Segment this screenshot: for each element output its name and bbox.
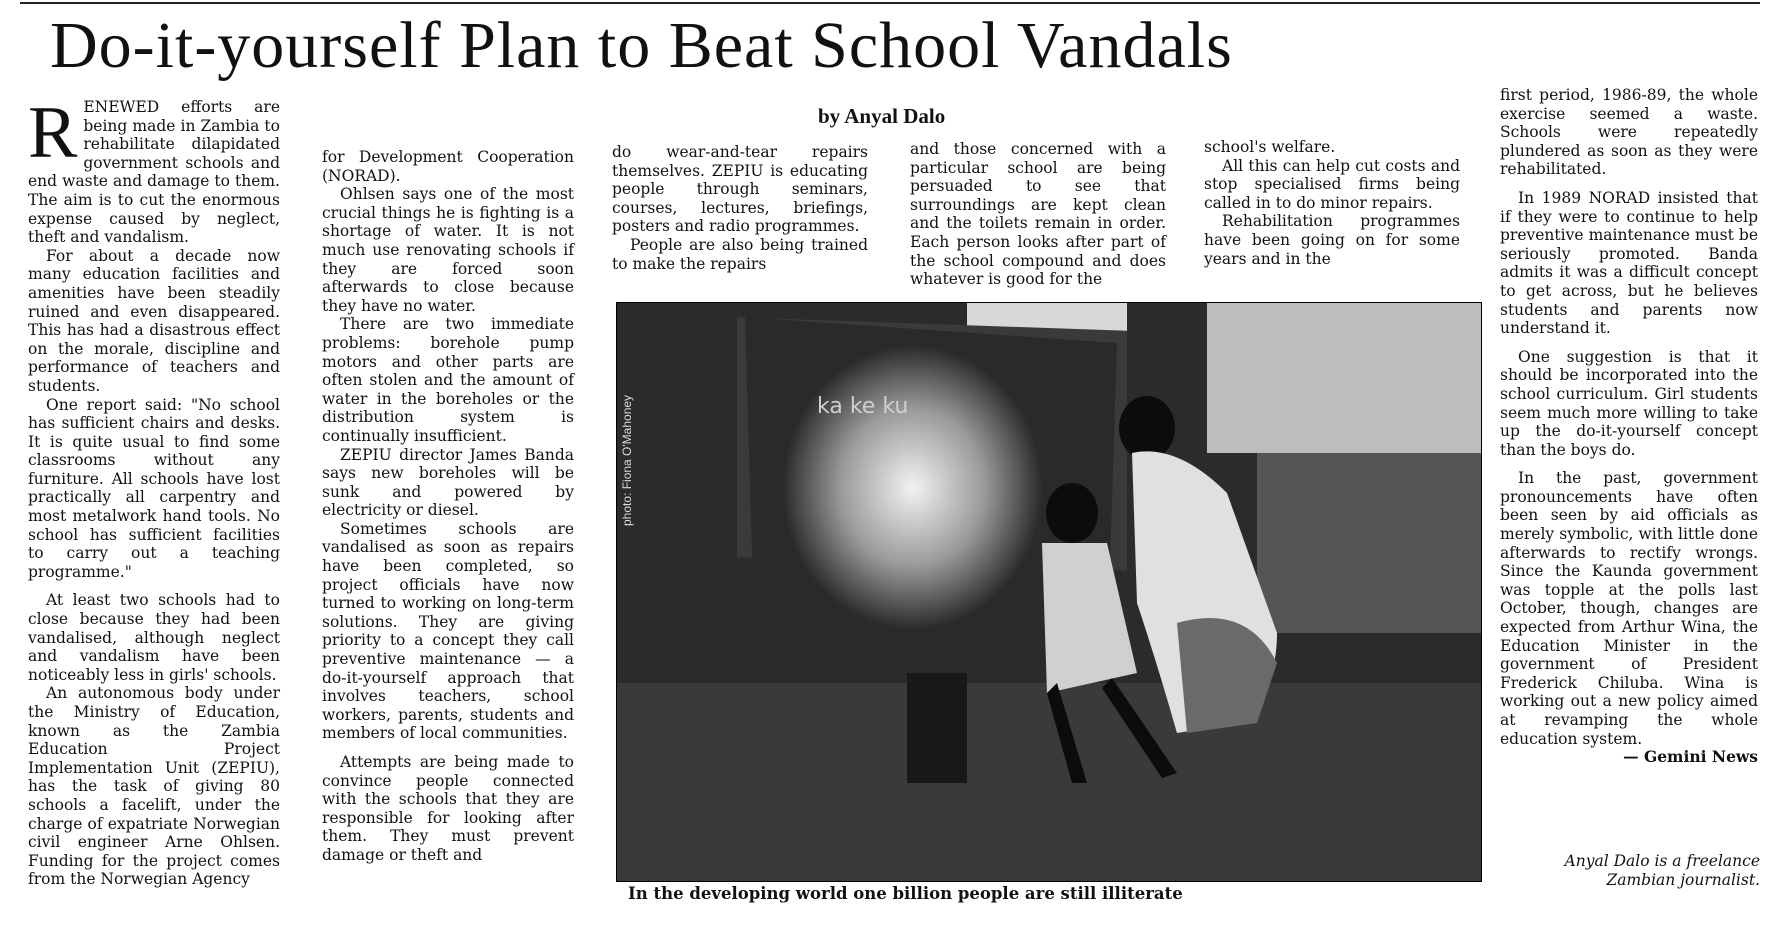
photo-credit-text: photo: Fiona O'Mahoney xyxy=(620,394,634,526)
paragraph: There are two immediate problems: borehole pump motors and other parts are often stolen and the amount of water in the boreholes or the distribution system is continually insufficient. xyxy=(322,315,574,445)
column-1 xyxy=(28,92,280,889)
paragraph: Ohlsen says one of the most crucial things he is fighting is a shortage of water. It is not much use renovating schools if they are forced soon afterwards to close because they have no water. xyxy=(322,185,574,315)
paragraph: Rehabilitation programmes have been going on for some years and in the xyxy=(1204,212,1460,268)
column-3 xyxy=(612,143,868,273)
paragraph: first period, 1986-89, the whole exercise seemed a waste. Schools were repeatedly plundered as soon as they were rehabilitated. xyxy=(1500,86,1758,179)
back-wall xyxy=(1207,303,1481,453)
classroom-photo xyxy=(616,302,1482,882)
paragraph: All this can help cut costs and stop specialised firms being called in to do minor repairs. xyxy=(1204,156,1460,212)
column-4 xyxy=(910,140,1166,289)
paragraph: Sometimes schools are vandalised as soon as repairs have been completed, so project officials have now turned to working on long-term solutions. They are giving priority to a concept they call preventive maintenance — a do-it-yourself approach that involves teachers, school workers, parents, students and members of local communities. xyxy=(322,519,574,743)
paragraph: One report said: "No school has sufficient chairs and desks. It is quite usual to find some classrooms without any furniture. All schools have lost practically all carpentry and most metalwork hand tools. No school has sufficient facilities to carry out a teaching programme." xyxy=(28,395,280,581)
paragraph: At least two schools had to close because they had been vandalised, although neglect and vandalism have been noticeably less in girls' schools. xyxy=(28,591,280,684)
column-2 xyxy=(322,148,574,865)
paragraph: An autonomous body under the Ministry of Education, known as the Zambia Education Project Implementation Unit (ZEPIU), has the task of giving 80 schools a facelift, under the charge of expatriate Norwegian civil engineer Arne Ohlsen. Funding for the project comes from the Norwegian Agency xyxy=(28,684,280,889)
paragraph: Attempts are being made to convince people connected with the schools that they are responsible for looking after them. They must prevent damage or theft and xyxy=(322,753,574,864)
headline: Do-it-yourself Plan to Beat School Vandals xyxy=(50,9,1233,82)
paragraph: and those concerned with a particular school are being persuaded to see that surroundings are kept clean and the toilets remain in order. Each person looks after part of the school compound and does whatever is good for the xyxy=(910,140,1166,289)
photo-illustration xyxy=(617,303,1481,881)
paragraph: do wear-and-tear repairs themselves. ZEPIU is educating people through seminars, courses, lectures, briefings, posters and radio programmes. xyxy=(612,143,868,236)
paragraph: ZEPIU director James Banda says new boreholes will be sunk and powered by electricity or diesel. xyxy=(322,445,574,520)
paragraph: In the past, government pronouncements have often been seen by aid officials as merely symbolic, with little done afterwards to rectify wrongs. Since the Kaunda government was topple at the polls last October, though, changes are expected from Arthur Wina, the Education Minister in the government of President Frederick Chiluba. Wina is working out a new policy aimed at revamping the whole education system. xyxy=(1500,469,1758,748)
column-5 xyxy=(1204,138,1460,268)
top-rule xyxy=(20,2,1760,4)
photo-caption: In the developing world one billion people are still illiterate xyxy=(628,884,1183,903)
teacher-head xyxy=(1119,396,1175,460)
back-room xyxy=(1257,453,1481,633)
paragraph: One suggestion is that it should be incorporated into the school curriculum. Girl students seem much more willing to take up the do-it-yourself concept than the boys do. xyxy=(1500,347,1758,459)
author-note: Anyal Dalo is a freelance Zambian journalist. xyxy=(1564,852,1760,889)
floor xyxy=(617,683,1481,881)
child-head xyxy=(1046,483,1098,543)
chalk-writing: ka ke ku xyxy=(817,394,909,419)
paragraph: for Development Cooperation (NORAD). xyxy=(322,148,574,185)
column-6 xyxy=(1500,86,1758,767)
paragraph: For about a decade now many education facilities and amenities have been steadily ruined and even disappeared. This has had a disastrous effect on the morale, discipline and performance of teachers and students. xyxy=(28,246,280,395)
paragraph: school's welfare. xyxy=(1204,138,1336,156)
drop-cap: R xyxy=(28,92,78,174)
desk xyxy=(907,673,967,783)
paragraph: In 1989 NORAD insisted that if they were to continue to help preventive maintenance must be seriously promoted. Banda admits it was a difficult concept to get across, but he believes students and parents now understand it. xyxy=(1500,188,1758,338)
signoff: — Gemini News xyxy=(1623,747,1758,767)
photo-credit xyxy=(614,300,644,530)
paragraph: ENEWED efforts are being made in Zambia to rehabilitate dilapidated government schools and end waste and damage to them. The aim is to cut the enormous expense caused by neglect, theft and vandalism. xyxy=(28,98,280,247)
paragraph: People are also being trained to make the repairs xyxy=(612,235,868,273)
byline: by Anyal Dalo xyxy=(818,104,946,128)
